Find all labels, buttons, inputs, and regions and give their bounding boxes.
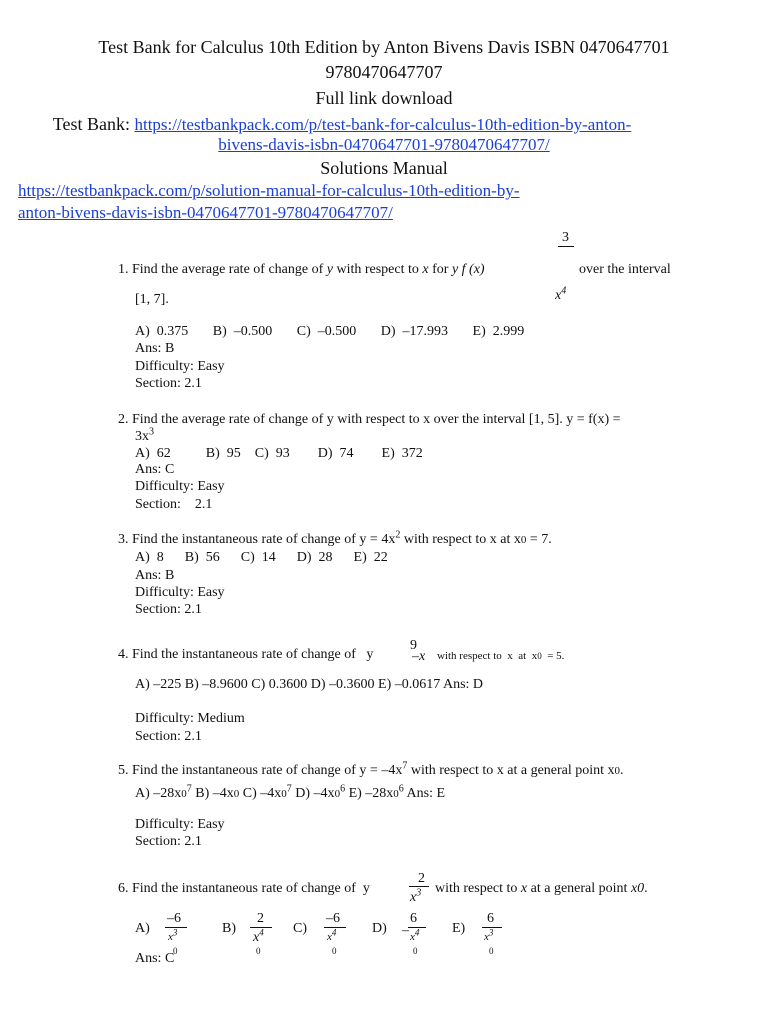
question-5-stem-tail: with respect to x at a general point x: [407, 763, 615, 778]
question-5-choice-e: E) –28x: [345, 786, 394, 801]
question-1-fraction-bar: [558, 246, 574, 247]
question-5-choice-d-exp: 6: [340, 783, 346, 795]
question-3-choices: A) 8 B) 56 C) 14 D) 28 E) 22: [135, 550, 388, 565]
question-5-choice-e-exp: 6: [398, 783, 404, 795]
question-5-section: Section: 2.1: [135, 834, 202, 849]
question-3-exponent: 2: [395, 529, 401, 541]
question-5-choice-a-exp: 7: [186, 783, 192, 795]
question-1-fraction-numerator: 3: [562, 230, 569, 245]
question-4-stem: 4. Find the instantaneous rate of change of y: [118, 647, 374, 662]
question-6-option-b-numerator: 2: [257, 911, 264, 926]
test-bank-label: Test Bank:: [52, 114, 130, 134]
question-3-answer: Ans: B: [135, 568, 175, 583]
full-link-heading: Full link download: [315, 88, 453, 108]
question-4-section: Section: 2.1: [135, 729, 202, 744]
question-6-denominator-exp: 3: [416, 887, 422, 899]
question-6-option-d-numerator: 6: [410, 911, 417, 926]
question-6-point: x0: [630, 881, 645, 896]
question-6-option-c-var: x: [327, 931, 332, 943]
question-5-exponent: 7: [402, 760, 408, 772]
question-1-stem-text-c: with respect to: [332, 262, 423, 277]
question-2-answer: Ans: C: [135, 462, 175, 477]
question-5-choice-c: C) –4x: [239, 786, 282, 801]
document-title-line1: Test Bank for Calculus 10th Edition by Anton Bivens Davis ISBN 0470647701: [98, 37, 670, 57]
question-6-stem-tail: [435, 880, 648, 897]
question-6-fraction-numerator: 2: [418, 871, 425, 886]
question-1-answer: Ans: B: [135, 341, 175, 356]
question-5-choice-b-sub: 0: [233, 788, 240, 800]
question-6-stem: 6. Find the instantaneous rate of change of y: [118, 881, 370, 896]
question-5-choice-d: D) –4x: [291, 786, 335, 801]
solutions-manual-link[interactable]: https://testbankpack.com/p/solution-manual-for-calculus-10th-edition-by-: [18, 181, 520, 200]
question-4-stem-end: = 5.: [541, 650, 565, 662]
question-1-var-x: x: [422, 262, 429, 277]
question-5-choice-d-sub: 0: [334, 788, 341, 800]
question-2-choices: A) 62 B) 95 C) 93 D) 74 E) 372: [135, 446, 423, 461]
question-4-stem-tail: [437, 648, 564, 665]
question-5-stem: [118, 762, 624, 780]
question-6-option-c-label: C): [293, 921, 307, 936]
question-6-option-e-numerator: 6: [487, 911, 494, 926]
question-5-choice-c-sub: 0: [281, 788, 287, 800]
question-6-option-e-sub: 0: [489, 946, 494, 956]
question-1-stem: [118, 261, 485, 278]
question-5-answer: Ans: E: [403, 786, 446, 801]
question-5-difficulty: Difficulty: Easy: [135, 817, 225, 832]
question-3-stem-tail: with respect to x at x: [400, 532, 521, 547]
question-1-fraction-denominator: [555, 287, 566, 304]
question-1-var-y: y: [326, 262, 333, 277]
question-1-interval: [1, 7].: [135, 292, 169, 307]
question-1-choices: A) 0.375 B) –0.500 C) –0.500 D) –17.993 E) 2.999: [135, 324, 525, 339]
question-1-difficulty: Difficulty: Easy: [135, 359, 225, 374]
test-bank-link[interactable]: https://testbankpack.com/p/test-bank-for-calculus-10th-edition-by-anton-: [134, 115, 632, 134]
question-6-option-b-sub: 0: [256, 946, 261, 956]
question-1-section: Section: 2.1: [135, 376, 202, 391]
question-4-fraction-denominator: –x: [412, 649, 426, 664]
test-bank-link-line2-wrap: [0, 133, 768, 156]
question-6-option-c-sub: 0: [332, 946, 337, 956]
question-4-tail-text: with respect to x at x: [437, 650, 538, 662]
question-6-option-b-exp: 4: [259, 927, 264, 938]
question-5-choice-e-sub: 0: [393, 788, 399, 800]
solutions-manual-link-line2[interactable]: anton-bivens-davis-isbn-0470647701-9780470647707/: [18, 203, 393, 222]
question-4-fraction-numerator: 9: [410, 638, 417, 653]
question-6-stem-end: .: [644, 881, 648, 896]
question-3-subscript: 0: [520, 534, 527, 546]
question-2-section: Section: 2.1: [135, 497, 213, 512]
question-2-stem: 2. Find the average rate of change of y with respect to x over the interval [1, 5]. y = f(x) =: [118, 412, 621, 427]
question-5-subscript: 0: [614, 765, 621, 777]
question-6-option-a-var: x: [168, 931, 173, 943]
question-6-option-a-sub: 0: [173, 946, 178, 956]
question-6-var-x: x: [520, 881, 528, 896]
question-6-tail-text: with respect to: [435, 881, 521, 896]
question-1-formula: y f (x): [451, 262, 485, 277]
question-6-fraction-denominator: [410, 889, 421, 906]
question-3-difficulty: Difficulty: Easy: [135, 585, 225, 600]
question-3-section: Section: 2.1: [135, 602, 202, 617]
question-4-choices: A) –225 B) –8.9600 C) 0.3600 D) –0.3600 E) –0.0617 Ans: D: [135, 677, 484, 692]
question-6-tail-text2: at a general point: [527, 881, 631, 896]
question-2-expression: 3x: [135, 429, 149, 444]
question-5-choice-b: B) –4x: [191, 786, 234, 801]
question-6-option-d-exp: 4: [414, 927, 420, 938]
question-6-option-b-label: B): [222, 921, 236, 936]
question-6-answer: Ans: C: [135, 951, 175, 966]
question-6-option-a-label: A): [135, 921, 150, 936]
solutions-link-block: [18, 180, 520, 224]
solutions-manual-heading: Solutions Manual: [320, 158, 448, 178]
question-3-stem: [118, 531, 552, 549]
question-1-stem-text-e: for: [428, 262, 452, 277]
test-bank-link-line2[interactable]: bivens-davis-isbn-0470647701-9780470647707/: [218, 135, 550, 154]
question-3-stem-text: 3. Find the instantaneous rate of change of y = 4x: [118, 532, 396, 547]
question-2-difficulty: Difficulty: Easy: [135, 479, 225, 494]
document-title-line2: 9780470647707: [325, 62, 443, 82]
question-6-option-d-sign: –: [402, 923, 409, 938]
question-6-option-c-exp: 4: [331, 927, 337, 938]
question-5-choices: [135, 785, 445, 803]
question-6-option-e-label: E): [452, 921, 466, 936]
question-5-choice-c-exp: 7: [286, 783, 292, 795]
question-2-stem-line2: [135, 428, 154, 445]
question-4-difficulty: Difficulty: Medium: [135, 711, 245, 726]
question-4-denominator-var: x: [419, 649, 426, 664]
question-6-option-d-var: x: [410, 931, 415, 943]
question-6-option-b-var: x: [253, 930, 260, 945]
question-4-subscript: 0: [537, 651, 542, 661]
question-6-option-a-exp: 3: [172, 927, 178, 938]
question-1-denominator-exp: 4: [561, 285, 567, 297]
question-5-choice-a: A) –28x: [135, 786, 182, 801]
question-1-stem-text-a: 1. Find the average rate of change of: [118, 262, 327, 277]
question-5-stem-text: 5. Find the instantaneous rate of change of y = –4x: [118, 763, 403, 778]
question-3-stem-end: = 7.: [526, 532, 552, 547]
question-6-option-a-numerator: –6: [167, 911, 181, 926]
question-6-option-d-label: D): [372, 921, 387, 936]
question-5-stem-end: .: [620, 763, 624, 778]
question-6-denominator-var: x: [410, 890, 417, 905]
question-1-denominator-var: x: [555, 288, 562, 303]
question-6-option-c-numerator: –6: [326, 911, 340, 926]
question-6-option-e-exp: 3: [488, 927, 494, 938]
question-1-stem-tail: over the interval: [579, 262, 671, 277]
question-6-option-e-var: x: [484, 931, 489, 943]
question-2-exponent: 3: [149, 426, 154, 438]
question-5-choice-a-sub: 0: [181, 788, 187, 800]
question-6-option-d-sub: 0: [413, 946, 418, 956]
